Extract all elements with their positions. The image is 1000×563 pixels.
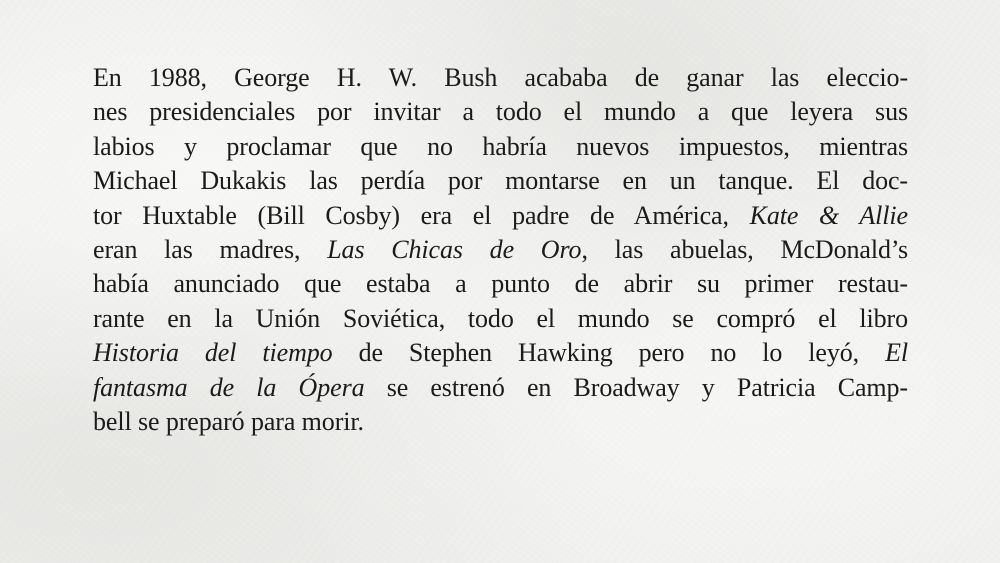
text-run: había anunciado que estaba a punto de abrir su primer restau- xyxy=(93,269,908,299)
text-line xyxy=(93,267,908,301)
body-paragraph xyxy=(93,61,908,439)
text-line xyxy=(93,233,908,267)
text-run: Michael Dukakis las perdía por montarse en un tanque. El doc- xyxy=(93,166,908,196)
text-line xyxy=(93,130,908,164)
text-line xyxy=(93,336,908,370)
text-run: , las abuelas, McDonald’s xyxy=(581,235,908,265)
italic-title: fantasma de la Ópera xyxy=(93,372,365,402)
text-line xyxy=(93,61,908,95)
text-run: nes presidenciales por invitar a todo el mundo a que leyera sus xyxy=(93,97,908,127)
text-line xyxy=(93,405,908,439)
text-run: labios y proclamar que no habría nuevos impuestos, mientras xyxy=(93,131,908,161)
text-line xyxy=(93,95,908,129)
italic-title: Kate & Allie xyxy=(749,200,908,230)
italic-title: Las Chicas de Oro xyxy=(327,235,582,265)
text-line xyxy=(93,164,908,198)
text-line xyxy=(93,199,908,233)
text-line xyxy=(93,302,908,336)
italic-title: El xyxy=(885,338,908,368)
text-run: bell se preparó para morir. xyxy=(93,407,364,437)
text-run: En 1988, George H. W. Bush acababa de ganar las eleccio- xyxy=(93,63,908,92)
text-run: rante en la Unión Soviética, todo el mundo se compró el libro xyxy=(93,303,908,333)
italic-title: Historia del tiempo xyxy=(93,338,333,368)
text-line xyxy=(93,371,908,405)
text-run: se estrenó en Broadway y Patricia Camp- xyxy=(364,372,908,402)
text-run: eran las madres, xyxy=(93,235,328,265)
text-run: de Stephen Hawking pero no lo leyó, xyxy=(332,338,886,368)
text-run: tor Huxtable (Bill Cosby) era el padre de América, xyxy=(93,200,750,230)
